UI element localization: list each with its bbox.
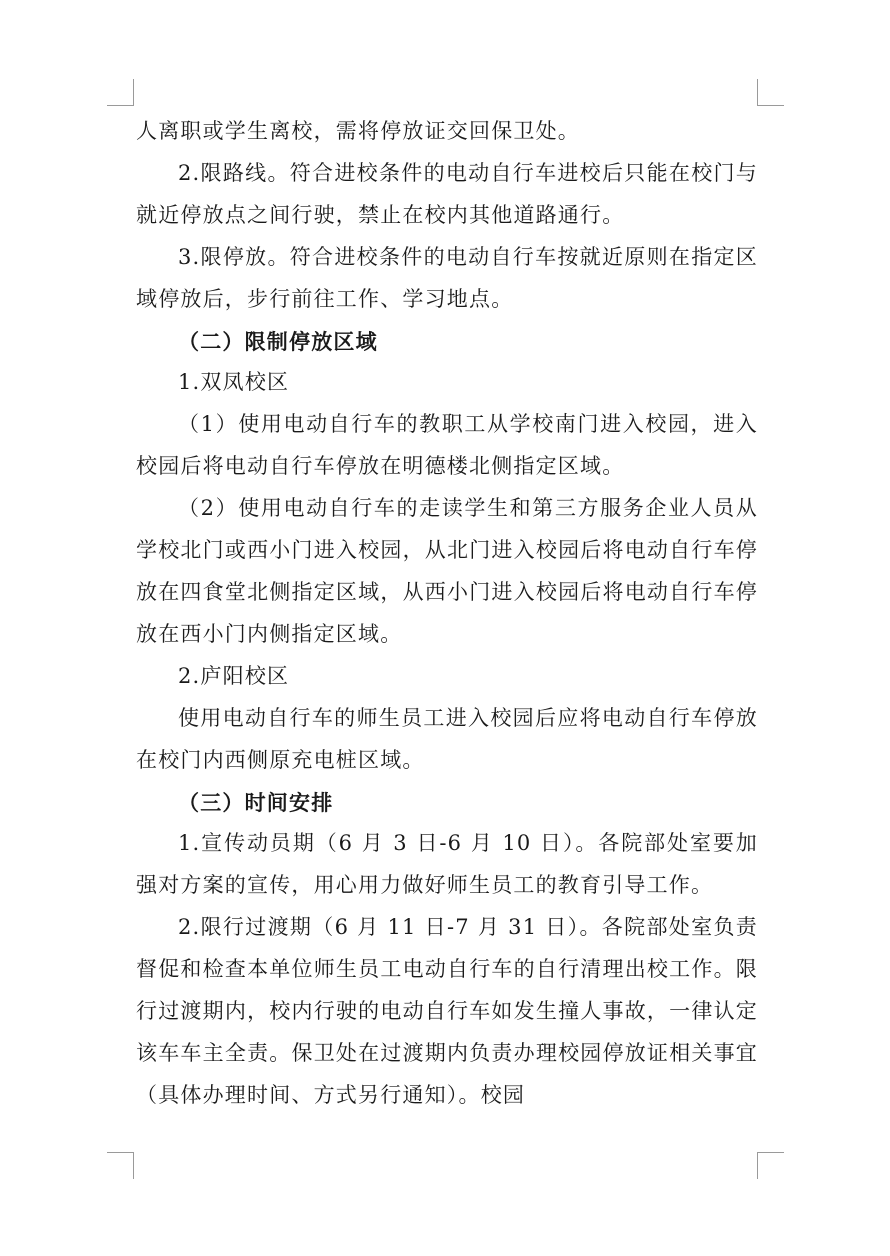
paragraph: 2.限行过渡期（6 月 11 日-7 月 31 日）。各院部处室负责督促和检查本单位师生员工电动自行车的自行清理出校工作。限行过渡期内，校内行驶的电动自行车如发生撞人事故，一律认定该车车主全责。保卫处在过渡期内负责办理校园停放证相关事宜（具体办理时间、方式另行通知）。校园 xyxy=(136,915,758,1107)
section-heading: （二）限制停放区域 xyxy=(178,328,378,354)
paragraph: 1.宣传动员期（6 月 3 日-6 月 10 日）。各院部处室要加强对方案的宣传，用心用力做好师生员工的教育引导工作。 xyxy=(136,831,758,898)
crop-mark-bottom-left xyxy=(107,1152,134,1179)
paragraph: （2）使用电动自行车的走读学生和第三方服务企业人员从学校北门或西小门进入校园，从北门进入校园后将电动自行车停放在四食堂北侧指定区域，从西小门进入校园后将电动自行车停放在西小门内侧指定区域。 xyxy=(136,496,758,646)
paragraph: 2.庐阳校区 xyxy=(178,663,290,688)
crop-mark-bottom-right xyxy=(757,1152,784,1179)
crop-mark-top-right xyxy=(757,79,784,106)
crop-mark-top-left xyxy=(107,79,134,106)
paragraph: （1）使用电动自行车的教职工从学校南门进入校园，进入校园后将电动自行车停放在明德楼北侧指定区域。 xyxy=(136,412,758,479)
paragraph: 2.限路线。符合进校条件的电动自行车进校后只能在校门与就近停放点之间行驶，禁止在校内其他道路通行。 xyxy=(136,160,758,227)
paragraph: 人离职或学生离校，需将停放证交回保卫处。 xyxy=(136,119,580,143)
paragraph: 使用电动自行车的师生员工进入校园后应将电动自行车停放在校门内西侧原充电桩区域。 xyxy=(136,705,758,772)
section-heading: （三）时间安排 xyxy=(178,789,334,815)
paragraph: 1.双凤校区 xyxy=(178,370,290,395)
paragraph: 3.限停放。符合进校条件的电动自行车按就近原则在指定区域停放后，步行前往工作、学习地点。 xyxy=(136,244,758,311)
document-body xyxy=(136,111,758,1117)
